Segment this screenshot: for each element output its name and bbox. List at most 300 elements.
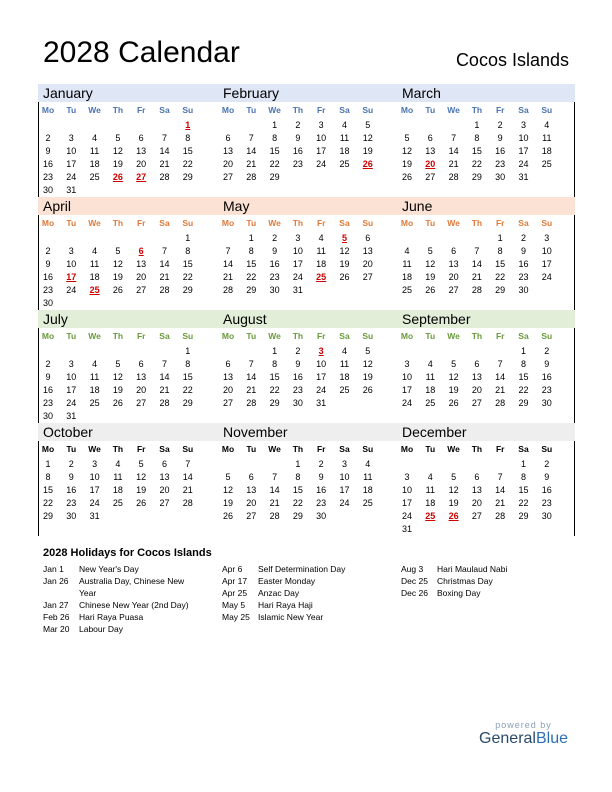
calendar-day: 9 — [45, 258, 51, 269]
calendar-day: 14 — [495, 484, 506, 495]
calendar-day: 22 — [518, 384, 529, 395]
calendar-day: 27 — [159, 497, 170, 508]
calendar-day: 2 — [520, 233, 526, 243]
holiday-day: 25 — [89, 284, 100, 295]
month-june — [397, 197, 576, 310]
calendar-day: 3 — [341, 459, 347, 469]
calendar-day: 2 — [45, 132, 51, 143]
calendar-day: 21 — [269, 497, 280, 508]
calendar-day: 6 — [365, 233, 371, 243]
calendar-day: 29 — [518, 397, 529, 408]
calendar-day: 19 — [112, 271, 123, 282]
calendar-day: 11 — [339, 358, 350, 369]
calendar-day: 23 — [66, 497, 77, 508]
calendar-day: 2 — [497, 120, 503, 130]
holiday-date: Feb 26 — [43, 612, 70, 622]
calendar-day: 17 — [401, 384, 412, 395]
weekday-label: Th — [292, 218, 304, 228]
calendar-day: 5 — [115, 245, 121, 256]
weekday-label: Fr — [316, 105, 326, 115]
calendar-day: 16 — [292, 145, 303, 156]
holiday-name: Self Determination Day — [258, 564, 346, 574]
month-august — [218, 310, 397, 423]
calendar-day: 24 — [316, 158, 327, 169]
holiday-name: Chinese New Year (2nd Day) — [79, 600, 189, 610]
calendar-day: 19 — [448, 497, 459, 508]
calendar-day: 18 — [112, 484, 123, 495]
calendar-day: 29 — [495, 284, 506, 295]
calendar-day: 4 — [341, 120, 347, 130]
calendar-day: 3 — [318, 120, 324, 130]
calendar-day: 2 — [295, 120, 301, 130]
weekday-label: Su — [182, 218, 194, 228]
calendar-day: 31 — [89, 510, 100, 521]
calendar-day: 12 — [112, 371, 123, 382]
calendar-day: 25 — [112, 497, 123, 508]
weekday-label: Sa — [159, 331, 170, 341]
holiday-entry — [43, 563, 201, 575]
weekday-label: We — [88, 218, 101, 228]
weekday-label: We — [88, 105, 101, 115]
weekday-label: Mo — [41, 444, 55, 454]
weekday-label: We — [447, 218, 460, 228]
calendar-day: 19 — [362, 371, 373, 382]
calendar-day: 24 — [66, 171, 77, 182]
calendar-day: 31 — [316, 397, 327, 408]
calendar-day: 9 — [520, 245, 526, 256]
calendar-day: 28 — [448, 171, 459, 182]
holiday-date: Apr 17 — [222, 576, 248, 586]
weekday-label: Th — [292, 444, 304, 454]
calendar-day: 18 — [339, 145, 350, 156]
calendar-day: 25 — [362, 497, 373, 508]
calendar-day: 16 — [42, 384, 53, 395]
brand-blue: Blue — [535, 730, 568, 747]
calendar-day: 11 — [363, 471, 373, 482]
calendar-day: 18 — [89, 384, 100, 395]
weekday-label: Sa — [518, 331, 529, 341]
weekday-label: Fr — [495, 444, 505, 454]
calendar-day: 7 — [451, 132, 457, 143]
calendar-day: 18 — [425, 497, 436, 508]
calendar-day: 16 — [518, 258, 529, 269]
calendar-day: 21 — [159, 271, 170, 282]
weekday-label: Fr — [136, 105, 146, 115]
calendar-day: 26 — [401, 171, 412, 182]
calendar-day: 30 — [495, 171, 506, 182]
calendar-day: 25 — [541, 158, 552, 169]
calendar-day: 10 — [401, 484, 412, 495]
calendar-day: 18 — [316, 258, 327, 269]
calendar-day: 11 — [89, 258, 100, 269]
calendar-day: 22 — [182, 384, 193, 395]
calendar-day: 8 — [248, 245, 254, 256]
weekday-label: Su — [541, 444, 553, 454]
weekday-label: Th — [112, 444, 124, 454]
calendar-day: 30 — [42, 410, 53, 421]
month-name: July — [43, 311, 68, 327]
weekday-label: Sa — [159, 218, 170, 228]
holiday-name: Anzac Day — [258, 588, 300, 598]
calendar-day: 12 — [448, 484, 459, 495]
month-name: April — [43, 198, 72, 214]
calendar-day: 6 — [161, 459, 167, 469]
calendar-day: 14 — [159, 371, 170, 382]
holiday-day: 17 — [66, 271, 77, 282]
calendar-day: 11 — [542, 132, 552, 143]
calendar-day: 8 — [520, 471, 526, 482]
calendar-day: 19 — [362, 145, 373, 156]
calendar-day: 3 — [404, 471, 410, 482]
month-february — [218, 84, 397, 197]
calendar-day: 22 — [518, 497, 529, 508]
weekday-label: We — [268, 444, 281, 454]
holiday-date: Jan 1 — [43, 564, 64, 574]
holiday-name: New Year's Day — [79, 564, 139, 574]
calendar-day: 31 — [518, 171, 529, 182]
weekday-label: Su — [362, 105, 374, 115]
calendar-day: 16 — [316, 484, 327, 495]
weekday-label: Su — [541, 218, 553, 228]
weekday-label: We — [88, 331, 101, 341]
calendar-day: 25 — [89, 171, 100, 182]
calendar-day: 5 — [404, 132, 410, 143]
calendar-day: 16 — [541, 371, 552, 382]
calendar-day: 6 — [138, 132, 144, 143]
weekday-label: Mo — [41, 331, 55, 341]
holiday-entry — [43, 599, 201, 611]
calendar-day: 13 — [471, 371, 482, 382]
calendar-day: 8 — [185, 358, 191, 369]
calendar-day: 1 — [497, 233, 503, 243]
calendar-day: 22 — [182, 271, 193, 282]
calendar-day: 17 — [339, 484, 350, 495]
holiday-name: Hari Raya Haji — [258, 600, 313, 610]
calendar-day: 23 — [42, 397, 53, 408]
calendar-day: 20 — [471, 384, 482, 395]
weekday-label: Tu — [246, 105, 257, 115]
weekday-label: Tu — [246, 331, 257, 341]
calendar-day: 10 — [66, 145, 77, 156]
month-name: December — [402, 424, 467, 440]
calendar-day: 24 — [66, 284, 77, 295]
calendar-day: 21 — [159, 384, 170, 395]
calendar-day: 15 — [269, 371, 280, 382]
weekday-label: Tu — [66, 444, 77, 454]
holiday-name: Islamic New Year — [258, 612, 324, 622]
calendar-day: 23 — [518, 271, 529, 282]
calendar-day: 18 — [541, 145, 552, 156]
calendar-day: 10 — [66, 258, 77, 269]
weekday-label: Mo — [41, 218, 55, 228]
month-name: November — [223, 424, 288, 440]
weekday-label: Su — [182, 331, 194, 341]
calendar-day: 19 — [222, 497, 233, 508]
calendar-day: 5 — [138, 459, 144, 469]
weekday-label: Fr — [136, 331, 146, 341]
calendar-day: 15 — [518, 484, 529, 495]
calendar-day: 28 — [495, 397, 506, 408]
holiday-entry — [222, 587, 392, 599]
calendar-day: 24 — [518, 158, 529, 169]
calendar-day: 17 — [401, 497, 412, 508]
weekday-label: Tu — [246, 218, 257, 228]
calendar-day: 13 — [222, 145, 233, 156]
calendar-day: 9 — [45, 371, 51, 382]
calendar-day: 27 — [222, 171, 233, 182]
calendar-day: 31 — [66, 410, 77, 421]
calendar-day: 10 — [401, 371, 412, 382]
calendar-day: 26 — [362, 384, 373, 395]
holiday-entry — [401, 575, 571, 587]
calendar-day: 19 — [112, 158, 123, 169]
calendar-day: 16 — [42, 271, 53, 282]
calendar-day: 19 — [401, 158, 412, 169]
calendar-day: 28 — [222, 284, 233, 295]
calendar-day: 20 — [136, 271, 147, 282]
calendar-day: 3 — [68, 245, 74, 256]
calendar-day: 13 — [222, 371, 233, 382]
calendar-day: 1 — [185, 346, 191, 356]
month-may — [218, 197, 397, 310]
quarter-row — [38, 197, 575, 310]
calendar-day: 10 — [339, 471, 350, 482]
calendar-day: 4 — [427, 358, 433, 369]
calendar-day: 23 — [269, 271, 280, 282]
calendar-day: 1 — [520, 346, 526, 356]
month-name: September — [402, 311, 471, 327]
brand-general: General — [479, 730, 536, 747]
calendar-day: 18 — [89, 271, 100, 282]
calendar-day: 15 — [246, 258, 257, 269]
holiday-name: Australia Day, Chinese New Year — [79, 576, 185, 598]
calendar-day: 18 — [401, 271, 412, 282]
calendar-day: 9 — [497, 132, 503, 143]
calendar-day: 30 — [518, 284, 529, 295]
calendar-day: 12 — [362, 132, 373, 143]
calendar-day: 26 — [448, 397, 459, 408]
calendar-day: 9 — [544, 358, 550, 369]
calendar-day: 22 — [182, 158, 193, 169]
calendar-day: 19 — [339, 258, 350, 269]
calendar-day: 4 — [365, 459, 371, 469]
calendar-day: 25 — [89, 397, 100, 408]
holidays-column — [43, 563, 201, 635]
weekday-label: Fr — [136, 218, 146, 228]
holiday-day: 3 — [318, 346, 324, 356]
calendar-day: 2 — [45, 358, 51, 369]
calendar-day: 25 — [339, 384, 350, 395]
weekday-label: Mo — [400, 444, 414, 454]
holiday-date: Apr 25 — [222, 588, 248, 598]
holidays-title: 2028 Holidays for Cocos Islands — [43, 547, 212, 559]
weekday-label: Sa — [518, 444, 529, 454]
calendar-day: 15 — [182, 258, 193, 269]
quarter-row — [38, 310, 575, 423]
calendar-day: 14 — [182, 471, 193, 482]
calendar-day: 5 — [365, 346, 371, 356]
weekday-label: Mo — [400, 105, 414, 115]
calendar-day: 8 — [497, 245, 503, 256]
calendar-day: 28 — [159, 171, 170, 182]
holiday-name: Easter Monday — [258, 576, 316, 586]
weekday-label: We — [268, 218, 281, 228]
brand-logo — [479, 720, 568, 748]
holiday-entry — [222, 611, 392, 623]
calendar-day: 13 — [159, 471, 170, 482]
calendar-day: 8 — [272, 132, 278, 143]
weekday-label: We — [447, 331, 460, 341]
calendar-day: 6 — [474, 358, 480, 369]
calendar-day: 20 — [246, 497, 257, 508]
holiday-date: Dec 26 — [401, 588, 428, 598]
calendar-day: 24 — [66, 397, 77, 408]
weekday-label: Fr — [495, 105, 505, 115]
calendar-day: 23 — [292, 384, 303, 395]
calendar-day: 21 — [182, 484, 193, 495]
calendar-day: 15 — [495, 258, 506, 269]
calendar-day: 5 — [451, 358, 457, 369]
calendar-day: 4 — [427, 471, 433, 482]
calendar-day: 23 — [541, 497, 552, 508]
holiday-day: 26 — [362, 158, 373, 169]
holiday-day: 26 — [112, 171, 123, 182]
calendar-day: 23 — [541, 384, 552, 395]
calendar-day: 8 — [272, 358, 278, 369]
calendar-day: 29 — [269, 397, 280, 408]
calendar-day: 6 — [451, 245, 457, 256]
calendar-day: 5 — [365, 120, 371, 130]
weekday-label: Sa — [518, 218, 529, 228]
calendar-day: 8 — [185, 245, 191, 256]
calendar-day: 20 — [471, 497, 482, 508]
calendar-day: 28 — [246, 171, 257, 182]
calendar-day: 4 — [341, 346, 347, 356]
calendar-day: 24 — [541, 271, 552, 282]
calendar-day: 11 — [316, 245, 326, 256]
calendar-day: 27 — [448, 284, 459, 295]
month-name: October — [43, 424, 93, 440]
holiday-day: 26 — [448, 510, 459, 521]
calendar-day: 30 — [541, 510, 552, 521]
month-november — [218, 423, 397, 536]
calendar-day: 6 — [225, 132, 231, 143]
calendar-day: 30 — [66, 510, 77, 521]
calendar-day: 9 — [45, 145, 51, 156]
holiday-name: Labour Day — [79, 624, 123, 634]
calendar-day: 11 — [402, 258, 412, 269]
calendar-day: 24 — [316, 384, 327, 395]
calendar-day: 21 — [246, 158, 257, 169]
month-name: May — [223, 198, 250, 214]
calendar-day: 5 — [225, 471, 231, 482]
calendar-day: 23 — [42, 284, 53, 295]
calendar-day: 3 — [544, 233, 550, 243]
calendar-day: 27 — [471, 397, 482, 408]
calendar-day: 21 — [159, 158, 170, 169]
calendar-day: 22 — [292, 497, 303, 508]
calendar-day: 4 — [318, 233, 324, 243]
calendar-day: 31 — [292, 284, 303, 295]
month-october — [38, 423, 217, 536]
weekday-label: Mo — [400, 331, 414, 341]
calendar-day: 29 — [182, 171, 193, 182]
holiday-day: 20 — [425, 158, 436, 169]
weekday-label: Sa — [339, 444, 350, 454]
calendar-day: 10 — [518, 132, 529, 143]
weekday-label: Tu — [66, 218, 77, 228]
holiday-entry — [222, 563, 392, 575]
weekday-label: Mo — [41, 105, 55, 115]
calendar-day: 8 — [520, 358, 526, 369]
calendar-day: 6 — [225, 358, 231, 369]
calendar-day: 7 — [474, 245, 480, 256]
calendar-day: 16 — [541, 484, 552, 495]
holiday-entry — [43, 575, 201, 599]
calendar-day: 14 — [159, 145, 170, 156]
calendar-day: 30 — [541, 397, 552, 408]
calendar-day: 12 — [112, 145, 123, 156]
holidays-column — [401, 563, 571, 599]
month-name: August — [223, 311, 267, 327]
holiday-day: 27 — [136, 171, 147, 182]
holiday-entry — [43, 623, 201, 635]
calendar-day: 10 — [541, 245, 552, 256]
calendar-day: 5 — [427, 245, 433, 256]
holiday-day: 6 — [138, 245, 144, 256]
weekday-label: Fr — [495, 331, 505, 341]
weekday-label: Sa — [518, 105, 529, 115]
calendar-day: 1 — [185, 233, 191, 243]
calendar-day: 22 — [269, 384, 280, 395]
calendar-day: 29 — [471, 171, 482, 182]
calendar-day: 5 — [115, 358, 121, 369]
weekday-label: Su — [362, 218, 374, 228]
month-january — [38, 84, 217, 197]
weekday-label: Su — [362, 444, 374, 454]
calendar-day: 15 — [182, 145, 193, 156]
calendar-day: 27 — [471, 510, 482, 521]
calendar-day: 2 — [544, 346, 550, 356]
calendar-day: 6 — [474, 471, 480, 482]
weekday-label: Su — [182, 444, 194, 454]
calendar-day: 9 — [272, 245, 278, 256]
calendar-day: 30 — [316, 510, 327, 521]
calendar-day: 8 — [45, 471, 51, 482]
holiday-date: Mar 20 — [43, 624, 70, 634]
weekday-label: Mo — [221, 331, 235, 341]
weekday-label: Su — [541, 105, 553, 115]
calendar-day: 26 — [112, 397, 123, 408]
month-march — [397, 84, 576, 197]
calendar-day: 17 — [66, 384, 77, 395]
calendar-day: 28 — [159, 284, 170, 295]
weekday-label: Mo — [400, 218, 414, 228]
calendar-day: 10 — [316, 358, 327, 369]
weekday-label: We — [268, 105, 281, 115]
calendar-day: 13 — [246, 484, 257, 495]
holiday-day: 25 — [425, 510, 436, 521]
calendar-day: 14 — [159, 258, 170, 269]
calendar-day: 1 — [520, 459, 526, 469]
calendar-day: 29 — [246, 284, 257, 295]
calendar-day: 7 — [161, 358, 167, 369]
calendar-day: 16 — [42, 158, 53, 169]
calendar-day: 20 — [159, 484, 170, 495]
calendar-day: 2 — [295, 346, 301, 356]
calendar-day: 30 — [292, 397, 303, 408]
quarter-row — [38, 423, 575, 536]
